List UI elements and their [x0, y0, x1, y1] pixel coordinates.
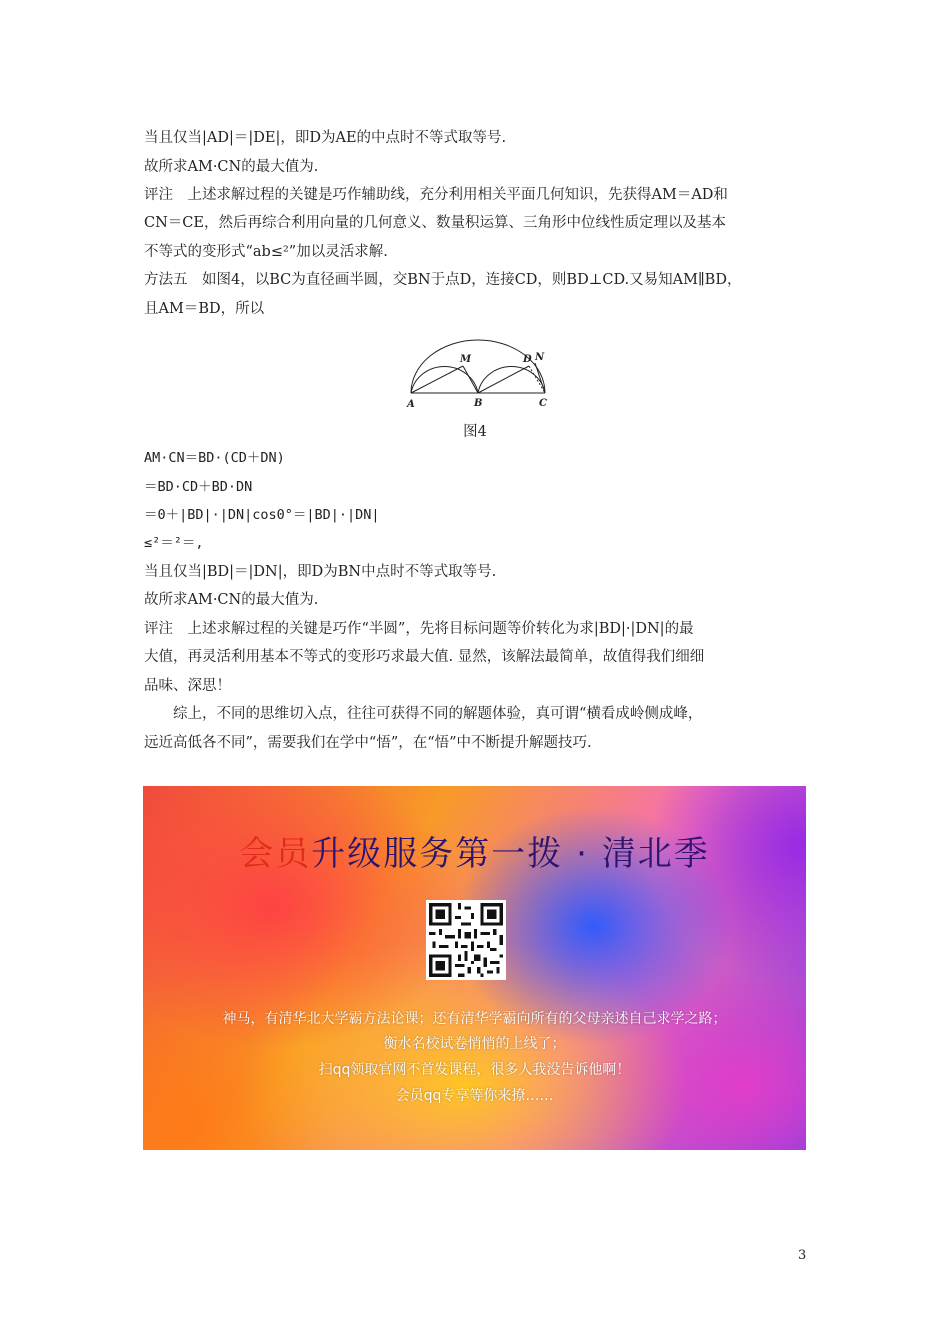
text-line: 大值，再灵活利用基本不等式的变形巧求最大值. 显然，该解法最简单，故值得我们细细: [144, 649, 705, 665]
math-line: ＝BD·CD＋BD·DN: [144, 479, 253, 495]
text-line: CN＝CE，然后再综合利用向量的几何意义、数量积运算、三角形中位线性质定理以及基本: [144, 215, 726, 231]
text-line: 品味、深思！: [144, 678, 231, 694]
math-line: ＝0＋|BD|·|DN|cos0°＝|BD|·|DN|: [144, 507, 380, 523]
text-line: 评注 上述求解过程的关键是巧作“半圆”，先将目标问题等价转化为求|BD|·|DN|的最: [144, 621, 694, 637]
text-line: 当且仅当|BD|＝|DN|，即D为BN中点时不等式取等号.: [144, 564, 497, 580]
segment-am: [411, 366, 463, 393]
text-line: 故所求AM·CN的最大值为.: [144, 592, 319, 608]
arc-bc: [478, 366, 545, 393]
segment-mb: [463, 366, 478, 393]
geometry-figure: [405, 330, 555, 412]
segment-nc: [535, 363, 545, 393]
banner-title-rest: 升级服务第一拨 · 清北季: [311, 834, 710, 874]
qr-code-icon[interactable]: [426, 900, 506, 980]
segment-bd: [478, 366, 529, 393]
large-semicircle: [411, 340, 545, 393]
banner-line: 衡水名校试卷悄悄的上线了；: [383, 1036, 566, 1052]
label-m: M: [460, 354, 472, 365]
promo-banner[interactable]: [143, 786, 806, 1150]
banner-line: 神马，有清华北大学霸方法论课；还有清华学霸向所有的父母亲述自己求学之路；: [222, 1011, 727, 1027]
label-n: N: [535, 352, 545, 363]
page-number: 3: [798, 1248, 807, 1263]
text-line: 综上，不同的思维切入点，往往可获得不同的解题体验，真可谓“横看成岭侧成峰，: [144, 706, 703, 722]
label-c: C: [539, 398, 547, 409]
text-line: 方法五 如图4，以BC为直径画半圆，交BN于点D，连接CD，则BD⊥CD.又易知AM∥BD，: [144, 272, 742, 288]
banner-title-highlight: 会员: [239, 834, 312, 874]
banner-title: [143, 826, 806, 875]
text-line: 当且仅当|AD|＝|DE|，即D为AE的中点时不等式取等号.: [144, 130, 507, 146]
text-line: 远近高低各不同”，需要我们在学中“悟”，在“悟”中不断提升解题技巧.: [144, 735, 592, 751]
label-b: B: [474, 398, 483, 409]
banner-line: 会员qq专享等你来撩……: [395, 1088, 554, 1104]
label-a: A: [407, 399, 415, 410]
text-line: 不等式的变形式“ab≤²”加以灵活求解.: [144, 244, 388, 260]
math-line: ≤²＝²＝,: [144, 535, 204, 551]
figure-caption: 图4: [463, 424, 487, 440]
math-line: AM·CN＝BD·(CD＋DN): [144, 450, 285, 466]
arc-ab: [411, 366, 478, 393]
label-d: D: [523, 354, 532, 365]
text-line: 评注 上述求解过程的关键是巧作辅助线，充分利用相关平面几何知识，先获得AM＝AD和: [144, 187, 728, 203]
banner-line: 扫qq领取官网不首发课程，很多人我没告诉他啊！: [318, 1062, 631, 1078]
text-line: 故所求AM·CN的最大值为.: [144, 159, 319, 175]
text-line: 且AM＝BD，所以: [144, 301, 265, 317]
